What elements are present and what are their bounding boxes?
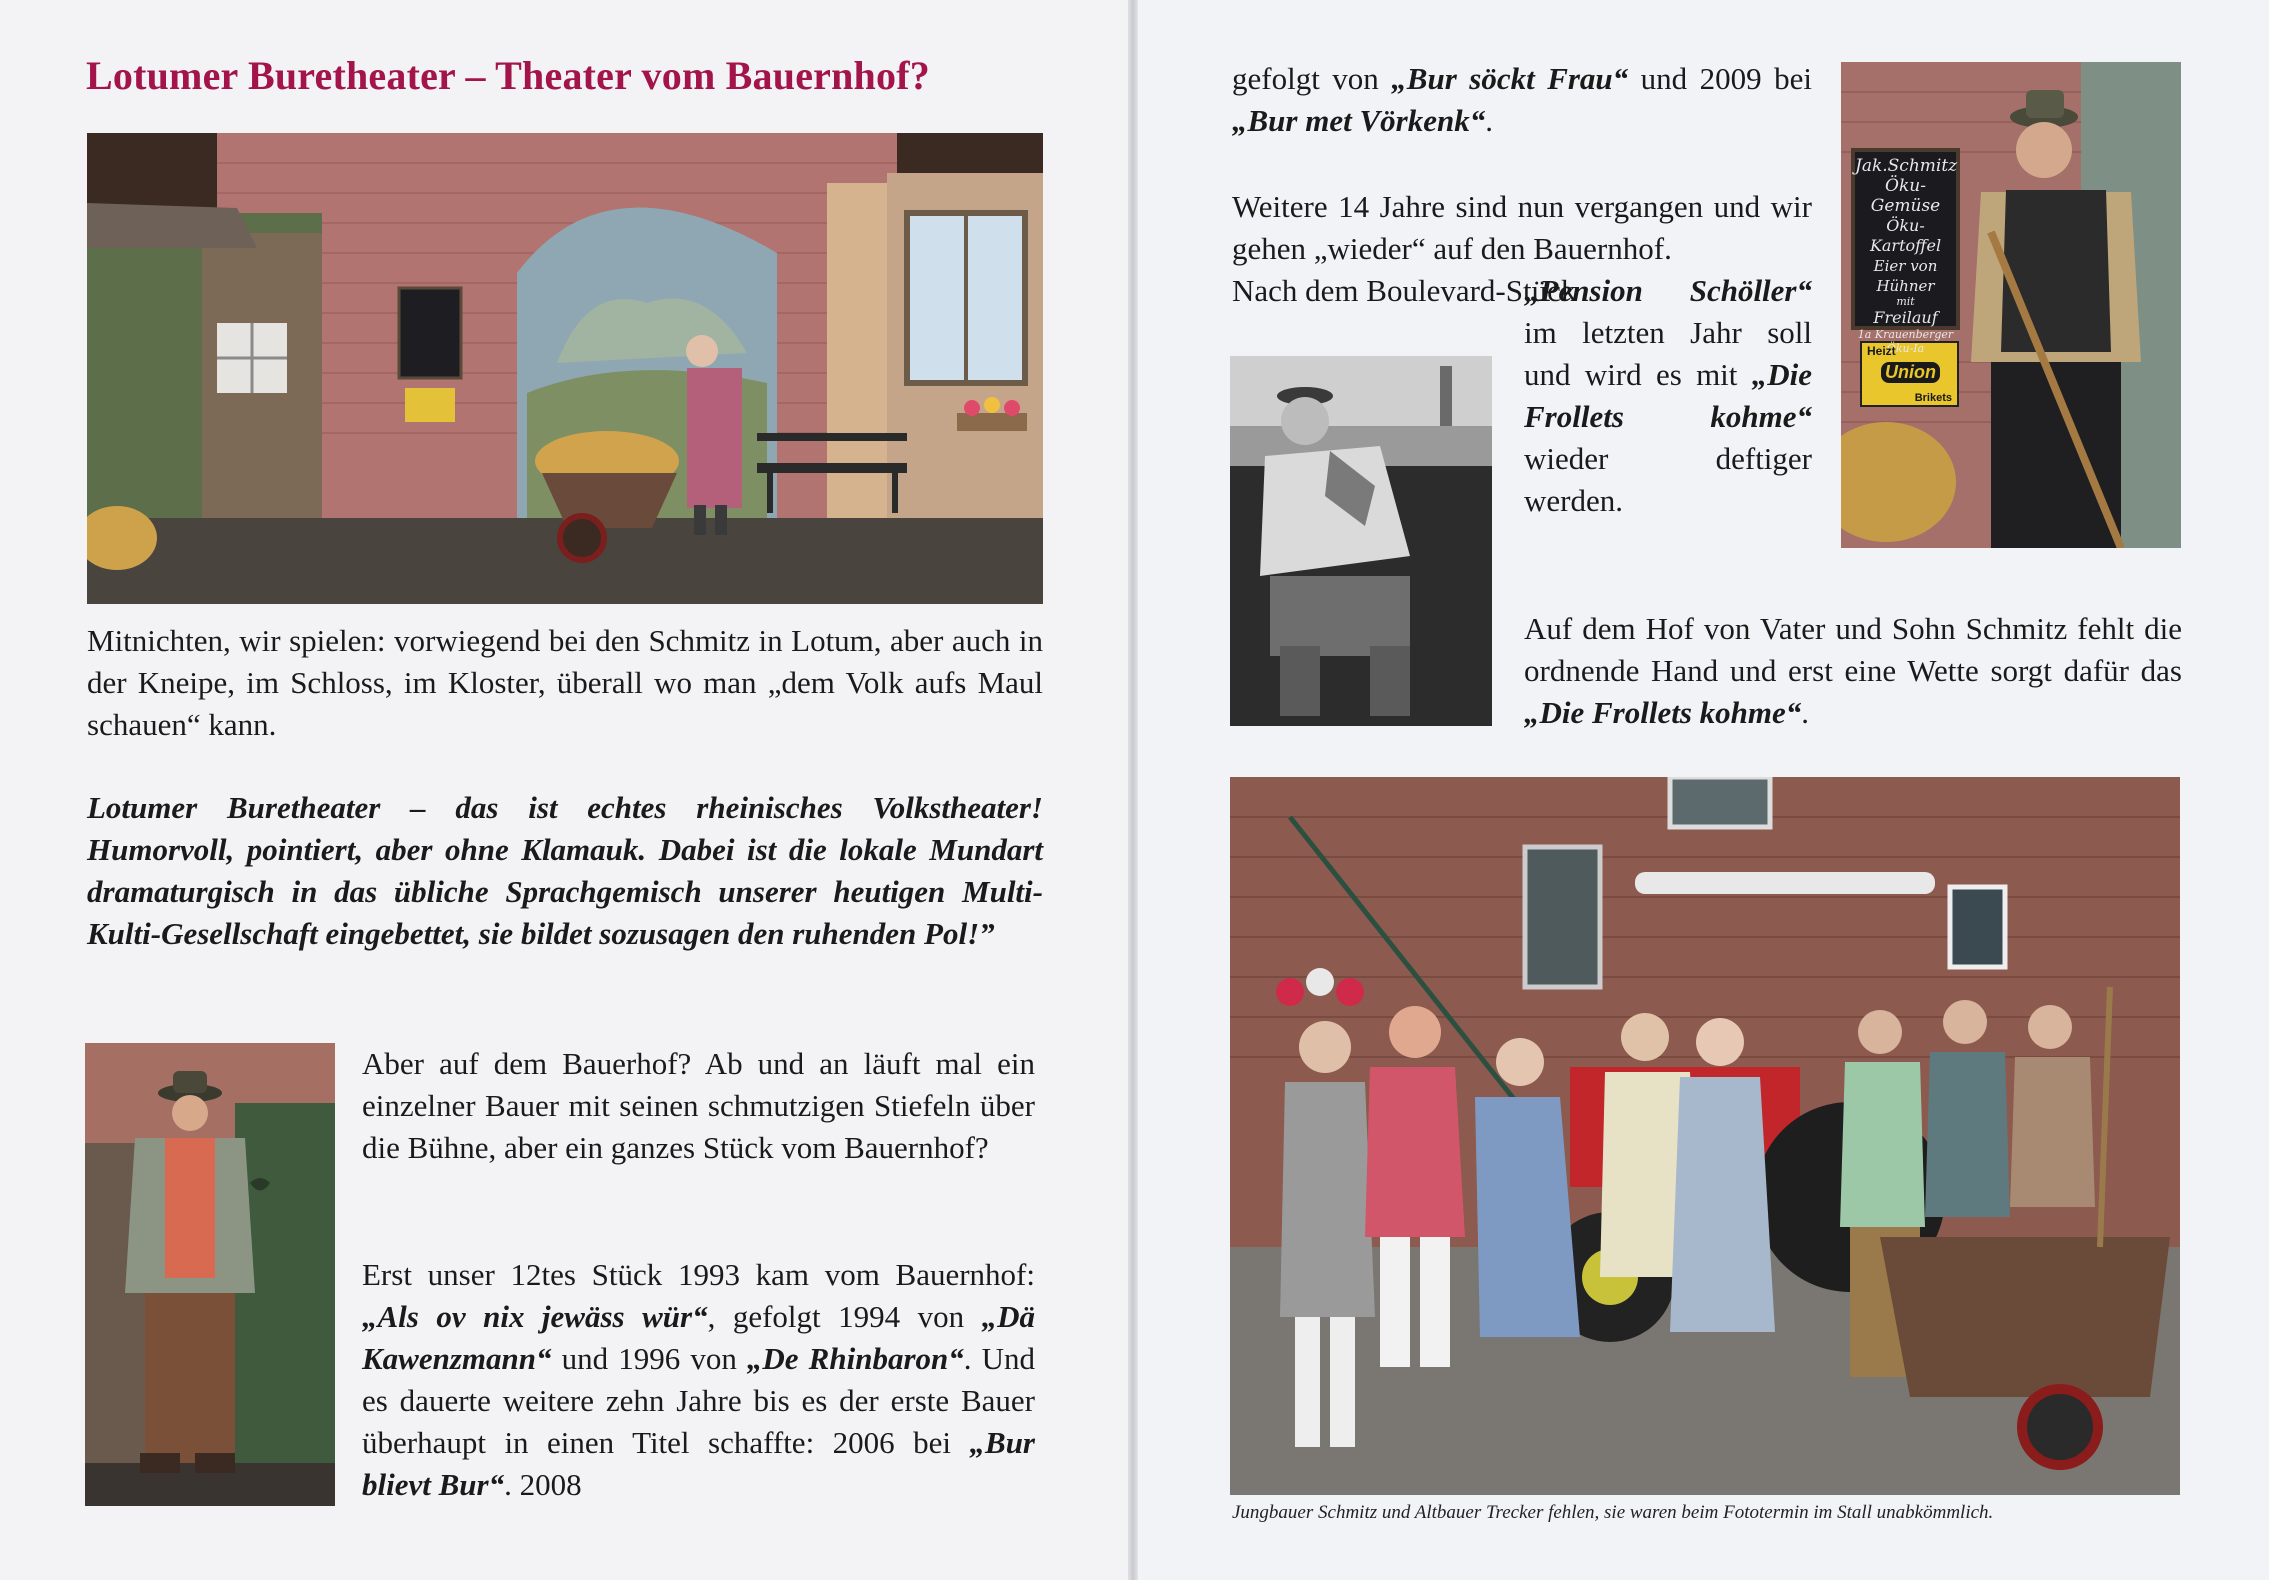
history-text-3: und 1996 von <box>551 1341 747 1376</box>
group-photo <box>1230 777 2180 1495</box>
history-text-4: . Und es dauerte weitere zehn Jahre bis es der erste Bauer überhaupt in einen Titel schaffte: 2006 bei <box>362 1341 1035 1460</box>
boulevard-text-3: wieder deftiger werden. <box>1524 441 1812 518</box>
cont-text-2: und 2009 bei <box>1628 61 1813 96</box>
farm-text-1: Auf dem Hof von Vater und Sohn Schmitz fehlt die ordnende Hand und erst eine Wette sorgt dafür das <box>1524 611 2182 688</box>
chalk-sign-line: Eier von Hühner <box>1873 257 1938 295</box>
play-title-6: „Bur met Vörkenk“ <box>1232 103 1486 138</box>
page-title: Lotumer Buretheater – Theater vom Bauernhof? <box>86 53 930 98</box>
chalk-sign-line: 1a Krauenberger <box>1857 328 1954 341</box>
history-paragraph <box>362 1254 1035 1506</box>
right-page <box>1138 0 2269 1580</box>
history-text-1: Erst unser 12tes Stück 1993 kam vom Bauernhof: <box>362 1257 1035 1292</box>
plate-top-text: Heizt <box>1867 344 1896 358</box>
play-title-3: „De Rhinbaron“ <box>746 1341 964 1376</box>
stage-photo <box>87 133 1043 604</box>
union-plate <box>1861 342 1958 406</box>
page-gutter <box>1128 0 1138 1580</box>
chalk-sign-line: Freilauf <box>1873 308 1938 327</box>
bw-portrait-photo <box>1230 356 1492 726</box>
farmer-photo <box>85 1043 335 1506</box>
plate-bottom-text: Brikets <box>1914 392 1952 404</box>
farmer-sign-photo <box>1841 62 2181 548</box>
chalk-sign-line: Jak.Schmitz <box>1855 156 1958 176</box>
play-title-9: „Die Frollets kohme“ <box>1524 695 1802 730</box>
play-title-7: „Pension Schöller“ <box>1524 273 1812 308</box>
boulevard-text-2: im letzten Jahr soll und wird es mit <box>1524 315 1812 392</box>
play-title-4: „Bur blievt Bur“ <box>362 1425 1035 1502</box>
play-title-2: „Dä Kawenzmann“ <box>362 1299 1036 1376</box>
cont-text-1: gefolgt von <box>1232 61 1392 96</box>
farm-paragraph <box>1524 608 2182 734</box>
play-title-1: „Als ov nix jewäss wür“ <box>362 1299 708 1334</box>
cont-text-3: . <box>1485 103 1493 138</box>
chalk-sign-line: Öku-Ia <box>1886 342 1925 355</box>
farm-text-2: . <box>1801 695 1810 730</box>
chalk-sign-line: Öku-Gemüse <box>1870 176 1941 216</box>
intro-paragraph: Mitnichten, wir spielen: vorwiegend bei den Schmitz in Lotum, aber auch in der Kneipe, im Schloss, im Kloster, überall wo man „dem Volk aufs Maul schauen“ kann. <box>87 623 1043 742</box>
quote-paragraph: Lotumer Buretheater – das ist echtes rheinisches Volkstheater! Humorvoll, pointiert, aber ohne Klamauk. Dabei ist die lokale Mundart dramaturgisch in das übliche Sprachgemisch unserer heutigen Multi-Kulti-Gesellschaft eingebettet, sie bildet sozusagen den ruhenden Pol!” <box>87 790 1043 951</box>
left-page <box>0 0 1128 1580</box>
chalk-sign-line: Öku-Kartoffel <box>1869 216 1942 255</box>
chalk-sign-line: mit <box>1896 295 1915 308</box>
years-paragraph: Weitere 14 Jahre sind nun vergangen und wir gehen „wieder“ auf den Bauernhof. <box>1232 189 1812 266</box>
question-paragraph: Aber auf dem Bauerhof? Ab und an läuft mal ein einzelner Bauer mit seinen schmutzigen Stiefeln über die Bühne, aber ein ganzes Stück vom Bauernhof? <box>362 1046 1035 1165</box>
chalk-sign <box>1855 156 1956 356</box>
group-photo-caption: Jungbauer Schmitz und Altbauer Trecker fehlen, sie waren beim Fototermin im Stall unabkömmlich. <box>1232 1502 1994 1523</box>
history-text-5: . 2008 <box>504 1467 582 1502</box>
play-title-5: „Bur söckt Frau“ <box>1391 61 1629 96</box>
play-title-8: „Die Frollets kohme“ <box>1524 357 1812 434</box>
continuation-paragraph <box>1232 58 1812 142</box>
boulevard-intro: Nach dem Boulevard-Stück <box>1232 273 1577 308</box>
plate-brand-text: Union <box>1881 362 1940 383</box>
boulevard-paragraph <box>1524 270 1812 522</box>
history-text-2: , gefolgt 1994 von <box>707 1299 982 1334</box>
